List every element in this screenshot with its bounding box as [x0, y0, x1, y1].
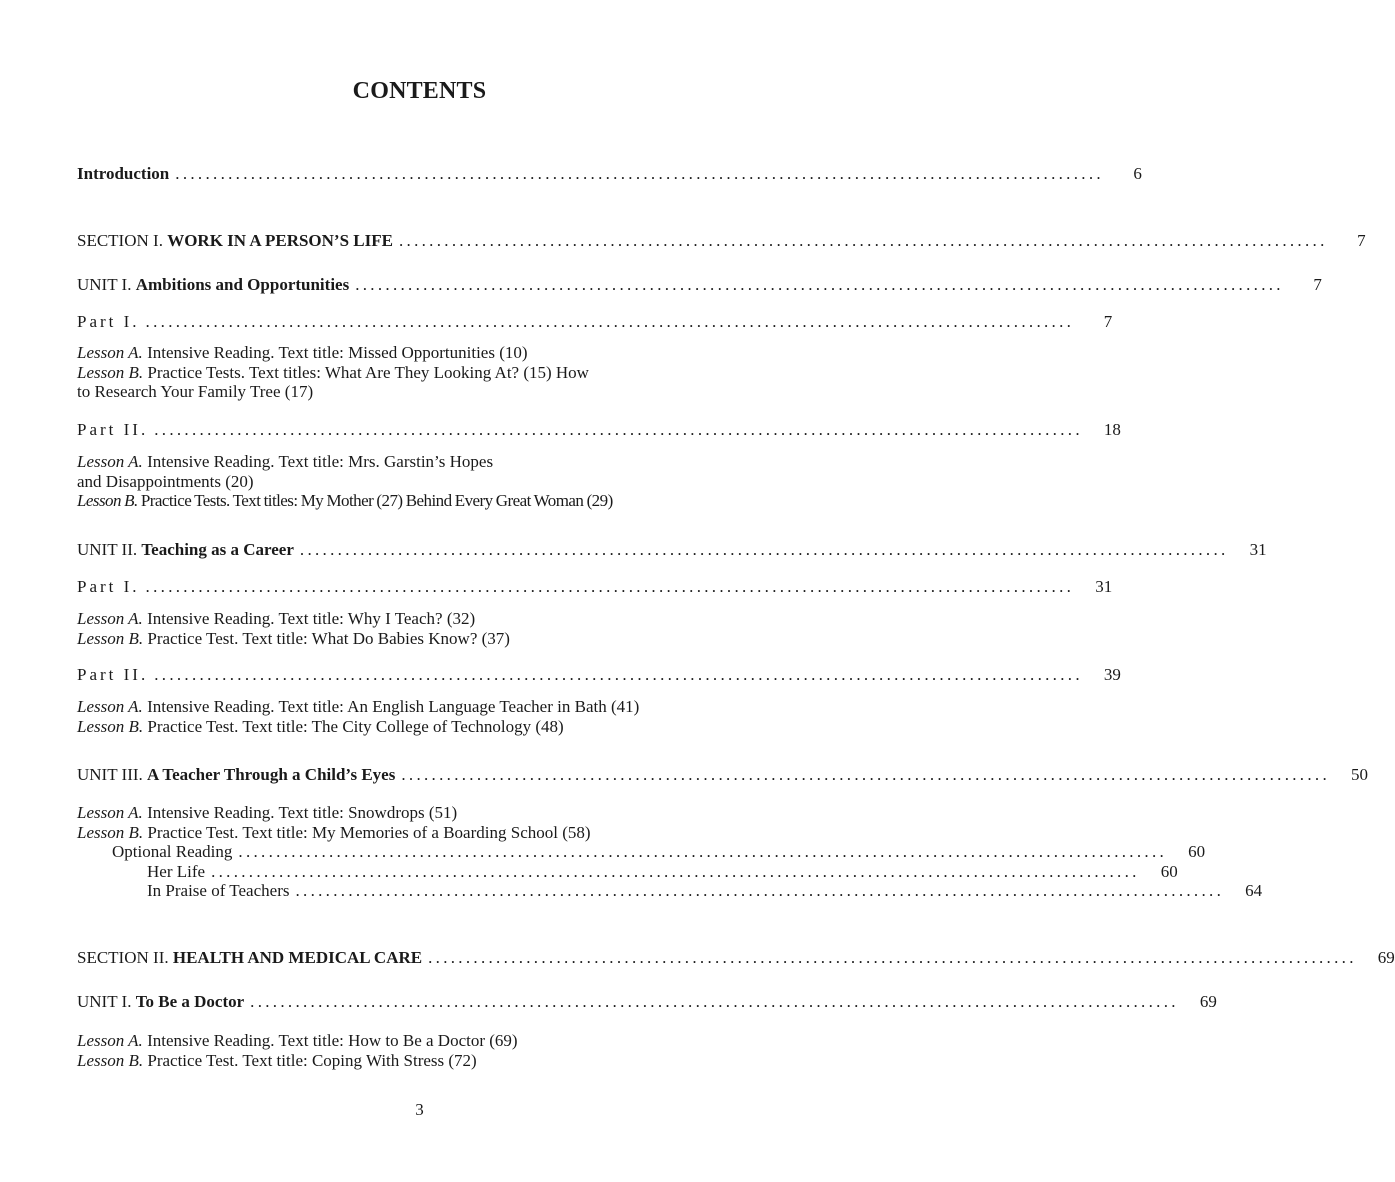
lesson-line: Lesson B. Practice Tests. Text titles: My Mother (27) Behind Every Great Woman (29) — [77, 491, 613, 510]
toc-entry-label: SECTION I. WORK IN A PERSON’S LIFE — [77, 231, 393, 250]
toc-page-number: 7 — [1357, 231, 1366, 250]
toc-entry-in-praise-of-teachers[interactable] — [147, 881, 1263, 901]
toc-entry-section-2[interactable] — [77, 948, 1395, 968]
toc-entry-label: Part I. — [77, 312, 140, 331]
leader-dots: ........................................................................................................................... — [428, 948, 1357, 967]
leader-dots: ........................................................................................................................... — [145, 577, 1075, 596]
toc-page-number: 69 — [1199, 992, 1217, 1011]
leader-dots: ........................................................................................................................... — [175, 164, 1104, 183]
page-number: 3 — [415, 1100, 424, 1119]
lesson-line: Lesson B. Practice Test. Text title: My Memories of a Boarding School (58) — [77, 822, 591, 842]
leader-dots: ........................................................................................................................... — [154, 420, 1083, 439]
leader-dots: ........................................................................................................................... — [154, 665, 1083, 684]
lesson-line: Lesson A. Intensive Reading. Text title: Mrs. Garstin’s Hopes — [77, 452, 494, 471]
toc-entry-label: Part II. — [77, 420, 149, 439]
lesson-line: Lesson B. Practice Tests. Text titles: What Are They Looking At? (15) How — [77, 362, 589, 382]
toc-page-number: 60 — [1188, 842, 1206, 861]
toc-page-number: 7 — [1313, 275, 1322, 294]
lesson-line: Lesson A. Intensive Reading. Text title: How to Be a Doctor (69) — [77, 1031, 518, 1050]
toc-entry-label: UNIT III. A Teacher Through a Child’s Eyes — [77, 765, 396, 784]
lesson-line: Lesson A. Intensive Reading. Text title: An English Language Teacher in Bath (41) — [77, 697, 640, 716]
lesson-list — [77, 343, 717, 402]
lesson-line: to Research Your Family Tree (17) — [77, 382, 314, 401]
toc-page-number: 18 — [1103, 420, 1121, 439]
toc-page-number: 31 — [1095, 577, 1113, 596]
leader-dots: ........................................................................................................................... — [145, 312, 1075, 331]
lesson-line: and Disappointments (20) — [77, 471, 254, 491]
lesson-line: Lesson A. Intensive Reading. Text title: Snowdrops (51) — [77, 803, 458, 822]
leader-dots: ........................................................................................................................... — [211, 862, 1140, 881]
leader-dots: ........................................................................................................................... — [398, 231, 1328, 250]
toc-page-number: 6 — [1133, 164, 1142, 183]
toc-entry-unit-3[interactable] — [77, 765, 1368, 785]
toc-entry-label: Introduction — [77, 164, 170, 183]
toc-entry-label: UNIT I. Ambitions and Opportunities — [77, 275, 350, 294]
toc-entry-label: Part II. — [77, 665, 149, 684]
lesson-line: Lesson A. Intensive Reading. Text title: Missed Opportunities (10) — [77, 343, 528, 362]
toc-entry-optional-reading[interactable] — [112, 842, 1206, 862]
toc-page-number: 39 — [1103, 665, 1121, 684]
lesson-list — [77, 609, 717, 648]
toc-entry-label: SECTION II. HEALTH AND MEDICAL CARE — [77, 948, 423, 967]
toc-entry-part-1[interactable] — [77, 577, 1113, 597]
leader-dots: ........................................................................................................................... — [250, 992, 1179, 1011]
lesson-list — [77, 803, 717, 842]
toc-page-number: 60 — [1160, 862, 1178, 881]
toc-entry-label: Optional Reading — [112, 842, 233, 861]
toc-entry-label: Her Life — [147, 862, 206, 881]
lesson-line: Lesson B. Practice Test. Text title: The City College of Technology (48) — [77, 716, 564, 736]
toc-entry-unit-2[interactable] — [77, 540, 1267, 560]
toc-page-number: 50 — [1351, 765, 1368, 784]
leader-dots: ........................................................................................................................... — [295, 881, 1225, 900]
toc-page-number: 69 — [1377, 948, 1395, 967]
lesson-line: Lesson B. Practice Test. Text title: What Do Babies Know? (37) — [77, 628, 510, 648]
toc-entry-unit-1[interactable] — [77, 275, 1322, 295]
toc-entry-part-2[interactable] — [77, 665, 1121, 685]
toc-entry-introduction[interactable] — [77, 164, 1142, 184]
leader-dots: ........................................................................................................................... — [401, 765, 1330, 784]
toc-entry-label: In Praise of Teachers — [147, 881, 290, 900]
leader-dots: ........................................................................................................................... — [299, 540, 1229, 559]
toc-page-number: 7 — [1103, 312, 1113, 331]
lesson-list — [77, 1031, 717, 1070]
toc-page-number: 64 — [1245, 881, 1263, 900]
leader-dots: ........................................................................................................................... — [355, 275, 1284, 294]
toc-entry-part-2[interactable] — [77, 420, 1121, 440]
leader-dots: ........................................................................................................................... — [238, 842, 1168, 861]
toc-entry-label: UNIT II. Teaching as a Career — [77, 540, 294, 559]
lesson-list — [77, 697, 747, 736]
page-title: CONTENTS — [352, 78, 487, 104]
toc-entry-her-life[interactable] — [147, 862, 1178, 882]
toc-entry-label: Part I. — [77, 577, 140, 596]
toc-page-number: 31 — [1249, 540, 1267, 559]
toc-entry-unit-1[interactable] — [77, 992, 1217, 1012]
lesson-list — [77, 452, 747, 511]
toc-entry-section-1[interactable] — [77, 231, 1366, 251]
toc-entry-part-1[interactable] — [77, 312, 1113, 332]
lesson-line: Lesson A. Intensive Reading. Text title: Why I Teach? (32) — [77, 609, 476, 628]
lesson-line: Lesson B. Practice Test. Text title: Coping With Stress (72) — [77, 1050, 477, 1070]
toc-entry-label: UNIT I. To Be a Doctor — [77, 992, 245, 1011]
